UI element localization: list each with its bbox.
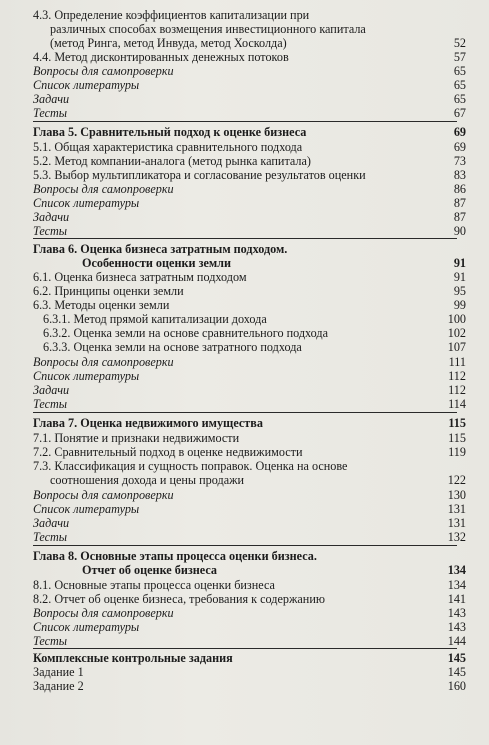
toc-entry-title: Особенности оценки земли xyxy=(82,256,232,270)
toc-entry-title: (метод Ринга, метод Инвуда, метод Хосколда) xyxy=(50,36,287,50)
toc-entry-title: Тесты xyxy=(33,530,68,544)
toc-page-number: 131 xyxy=(447,516,466,530)
toc-entry-title: Глава 6. Оценка бизнеса затратным подходом. xyxy=(33,242,288,256)
toc-entry-title: 7.1. Понятие и признаки недвижимости xyxy=(33,431,240,445)
toc-entry-title: Задание 1 xyxy=(33,665,84,679)
toc-entry-title: Вопросы для самопроверки xyxy=(33,355,174,369)
toc-entry-title: Список литературы xyxy=(33,196,140,210)
section-divider xyxy=(33,648,457,649)
toc-page-number: 73 xyxy=(453,154,466,168)
toc-page-number: 112 xyxy=(448,383,466,397)
toc-entry-title: Глава 7. Оценка недвижимого имущества xyxy=(33,416,263,430)
toc-page-number: 57 xyxy=(453,50,466,64)
toc-page-number: 69 xyxy=(453,140,466,154)
toc-entry-title: 6.1. Оценка бизнеса затратным подходом xyxy=(33,270,247,284)
section-divider xyxy=(33,412,457,413)
toc-entry-title: различных способах возмещения инвестиционного капитала xyxy=(50,22,366,36)
toc-page-number: 107 xyxy=(447,340,466,354)
toc-entry-title: 5.3. Выбор мультипликатора и согласование результатов оценки xyxy=(33,168,366,182)
toc-page-number: 99 xyxy=(453,298,466,312)
toc-page-number: 112 xyxy=(448,369,466,383)
toc-entry-title: Задачи xyxy=(33,383,70,397)
toc-page-number: 69 xyxy=(453,125,466,139)
toc-page-number: 65 xyxy=(453,78,466,92)
toc-entry-title: 6.3.2. Оценка земли на основе сравнительного подхода xyxy=(43,326,329,340)
section-divider xyxy=(33,238,457,239)
toc-page-number: 122 xyxy=(447,473,466,487)
toc-entry-title: 6.3.1. Метод прямой капитализации дохода xyxy=(43,312,267,326)
toc-entry-title: 6.3. Методы оценки земли xyxy=(33,298,170,312)
toc-entry-title: 4.3. Определение коэффициентов капитализации при xyxy=(33,8,310,22)
toc-entry-title: Задачи xyxy=(33,516,70,530)
toc-page-number: 65 xyxy=(453,92,466,106)
toc-page-number: 132 xyxy=(447,530,466,544)
toc-page-number: 160 xyxy=(447,679,466,693)
toc-page-number: 91 xyxy=(453,256,466,270)
toc-entry-title: 8.2. Отчет об оценке бизнеса, требования к содержанию xyxy=(33,592,325,606)
toc-page-number: 144 xyxy=(447,634,466,648)
toc-page-number: 134 xyxy=(447,563,466,577)
toc-entry-title: 7.3. Классификация и сущность поправок. Оценка на основе xyxy=(33,459,348,473)
toc-entry-title: соотношения дохода и цены продажи xyxy=(50,473,245,487)
toc-page-number: 87 xyxy=(453,196,466,210)
toc-page-number: 91 xyxy=(453,270,466,284)
toc-entry-title: Список литературы xyxy=(33,369,140,383)
toc-page-number: 83 xyxy=(453,168,466,182)
toc-entry-title: Вопросы для самопроверки xyxy=(33,64,174,78)
toc-page-number: 119 xyxy=(448,445,466,459)
toc-page-number: 86 xyxy=(453,182,466,196)
toc-page-number: 90 xyxy=(453,224,466,238)
toc-entry-title: Тесты xyxy=(33,634,68,648)
toc-entry-title: 5.1. Общая характеристика сравнительного подхода xyxy=(33,140,303,154)
toc-entry-title: 6.2. Принципы оценки земли xyxy=(33,284,184,298)
toc-page-number: 52 xyxy=(453,36,466,50)
toc-page-number: 115 xyxy=(448,431,466,445)
toc-page-number: 95 xyxy=(453,284,466,298)
toc-entry-title: Задачи xyxy=(33,210,70,224)
toc-page-number: 111 xyxy=(448,355,466,369)
toc-page-number: 65 xyxy=(453,64,466,78)
toc-entry-title: Список литературы xyxy=(33,620,140,634)
toc-entry-title: 6.3.3. Оценка земли на основе затратного подхода xyxy=(43,340,302,354)
toc-page-number: 131 xyxy=(447,502,466,516)
toc-page-number: 114 xyxy=(448,397,466,411)
toc-entry-title: Тесты xyxy=(33,106,68,120)
toc-page-number: 67 xyxy=(453,106,466,120)
toc-entry-title: Вопросы для самопроверки xyxy=(33,606,174,620)
toc-page-number: 145 xyxy=(447,651,466,665)
toc-entry-title: Глава 8. Основные этапы процесса оценки бизнеса. xyxy=(33,549,317,563)
toc-entry-title: Комплексные контрольные задания xyxy=(33,651,233,665)
toc-entry-title: Вопросы для самопроверки xyxy=(33,488,174,502)
toc-page-number: 143 xyxy=(447,620,466,634)
toc-entry-title: 7.2. Сравнительный подход в оценке недвижимости xyxy=(33,445,303,459)
toc-page-number: 130 xyxy=(447,488,466,502)
section-divider xyxy=(33,545,457,546)
toc-entry-title: Отчет об оценке бизнеса xyxy=(82,563,217,577)
toc-entry-title: 4.4. Метод дисконтированных денежных потоков xyxy=(33,50,289,64)
toc-entry-title: Задачи xyxy=(33,92,70,106)
toc-entry-title: Тесты xyxy=(33,397,68,411)
toc-entry-title: Тесты xyxy=(33,224,68,238)
toc-page-number: 115 xyxy=(448,416,466,430)
toc-entry-title: Список литературы xyxy=(33,78,140,92)
toc-page-number: 100 xyxy=(447,312,466,326)
toc-page-number: 102 xyxy=(447,326,466,340)
toc-page-number: 141 xyxy=(447,592,466,606)
toc-entry-title: Задание 2 xyxy=(33,679,84,693)
toc-entry-title: 5.2. Метод компании-аналога (метод рынка капитала) xyxy=(33,154,311,168)
toc-entry-title: Список литературы xyxy=(33,502,140,516)
toc-page-number: 87 xyxy=(453,210,466,224)
section-divider xyxy=(33,121,457,122)
toc-page-number: 145 xyxy=(447,665,466,679)
toc-page-number: 143 xyxy=(447,606,466,620)
toc-entry-title: Глава 5. Сравнительный подход к оценке бизнеса xyxy=(33,125,307,139)
toc-page-number: 134 xyxy=(447,578,466,592)
toc-entry-title: Вопросы для самопроверки xyxy=(33,182,174,196)
toc-entry-title: 8.1. Основные этапы процесса оценки бизнеса xyxy=(33,578,275,592)
